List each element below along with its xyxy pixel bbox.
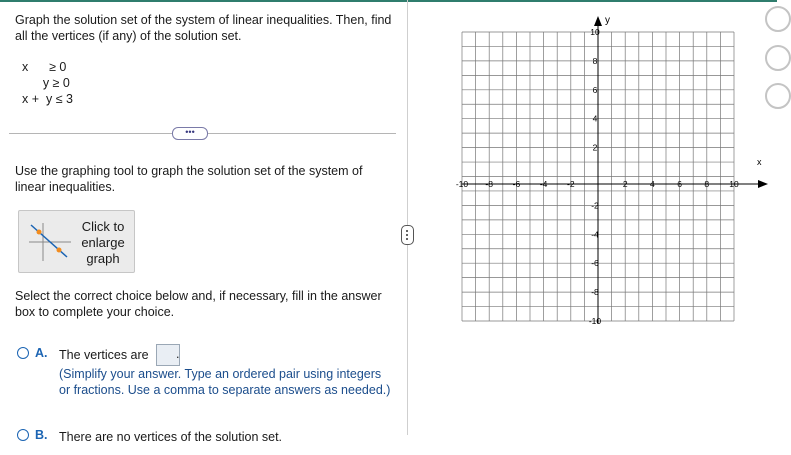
y-tick-label: -4 [591, 229, 599, 240]
x-tick-label: 4 [650, 178, 655, 189]
question-pane [0, 0, 400, 444]
x-tick-label: -10 [455, 178, 469, 189]
y-tick-label: -2 [591, 200, 599, 211]
side-tool-button-2[interactable] [765, 45, 791, 71]
expand-more-button[interactable]: ••• [172, 127, 208, 140]
choice-a-radio[interactable] [17, 347, 29, 359]
enlarge-graph-button[interactable] [18, 210, 135, 273]
y-axis-arrow [594, 16, 602, 26]
choice-a-letter: A. [35, 346, 48, 360]
choice-b-letter: B. [35, 428, 48, 442]
choice-a-period: . [176, 347, 180, 361]
y-tick-label: -10 [588, 316, 602, 326]
x-axis-arrow [758, 180, 768, 188]
y-tick-label: 6 [592, 84, 598, 95]
enlarge-graph-label: Click to enlarge graph [81, 219, 125, 266]
x-tick-label: -8 [485, 178, 493, 189]
y-tick-label: -8 [591, 287, 599, 298]
graph-thumbnail-icon [27, 221, 73, 263]
question-prompt: Graph the solution set of the system of linear inequalities. Then, find all the vertices (if any) of the solution set. [15, 13, 392, 43]
x-tick-label: -4 [539, 178, 548, 189]
inequality-2: y ≥ 0 [22, 76, 70, 90]
y-axis-label: y [605, 15, 610, 26]
y-tick-label: 2 [592, 142, 598, 153]
choice-a-hint: (Simplify your answer. Type an ordered pair using integers or fractions. Use a comma to separate answers as needed.) [59, 367, 391, 397]
choice-b-radio[interactable] [17, 429, 29, 441]
select-instruction: Select the correct choice below and, if necessary, fill in the answer box to complete your choice. [15, 289, 382, 319]
side-tool-button-3[interactable] [765, 83, 791, 109]
x-axis-label: x [757, 157, 762, 167]
x-tick-label: -2 [567, 178, 575, 189]
choice-a-text: The vertices are [59, 348, 149, 362]
inequality-3: x + y ≤ 3 [22, 92, 73, 106]
coordinate-graph[interactable] [450, 14, 770, 324]
x-tick-label: 10 [729, 178, 739, 189]
pane-divider [407, 0, 408, 435]
x-tick-label: 8 [704, 178, 710, 189]
x-tick-label: 6 [677, 178, 682, 189]
y-tick-label: 4 [592, 113, 598, 124]
choice-b-text: There are no vertices of the solution set. [59, 430, 283, 444]
side-tool-button-1[interactable] [765, 6, 791, 32]
graphing-instruction: Use the graphing tool to graph the solution set of the system of linear inequalities. [15, 164, 363, 194]
x-tick-label: -6 [512, 178, 521, 189]
pane-resize-handle[interactable] [401, 225, 414, 245]
y-tick-label: 8 [592, 55, 598, 66]
y-tick-label: -6 [591, 258, 599, 269]
y-tick-label: 10 [590, 27, 600, 37]
inequality-1: x ≥ 0 [22, 60, 67, 74]
x-tick-label: 2 [622, 178, 628, 189]
